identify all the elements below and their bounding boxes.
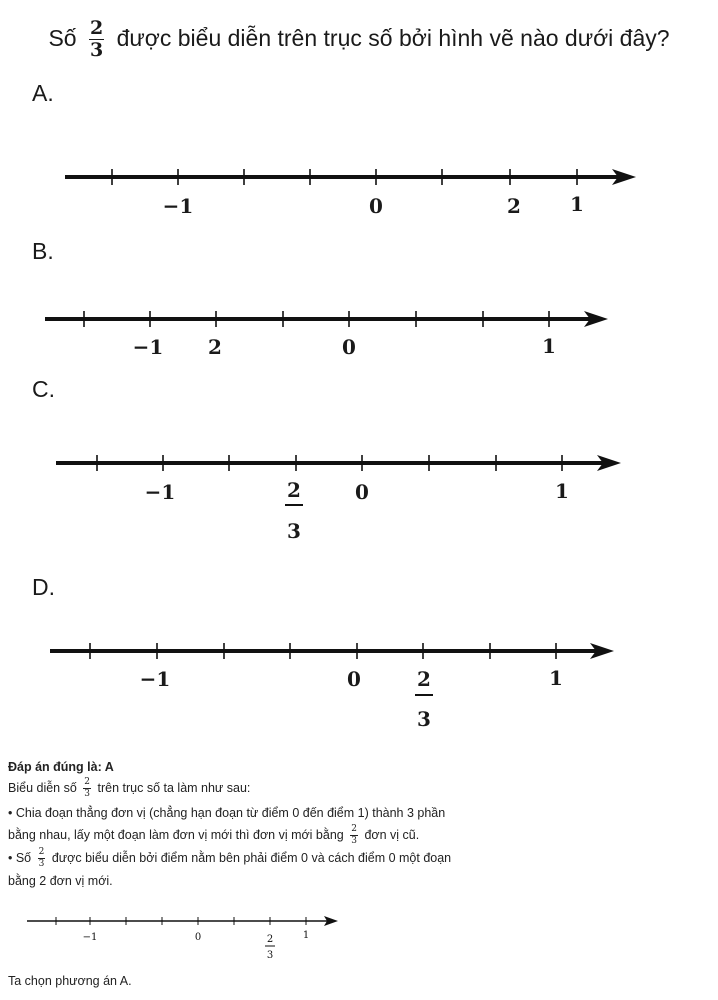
option-b-letter: B. <box>32 238 54 264</box>
bullet1-suffix: đơn vị cũ. <box>364 827 420 842</box>
solution-intro <box>8 778 250 799</box>
fraction-denominator: 3 <box>351 836 357 846</box>
label-minus-one: −1 <box>82 932 98 943</box>
question-text <box>0 14 718 62</box>
label-fraction-denominator: 3 <box>266 950 274 961</box>
intro-prefix: Biểu diễn số <box>8 780 77 795</box>
question-fraction <box>89 19 104 60</box>
option-b-number-line <box>0 292 718 372</box>
fraction-numerator: 2 <box>351 824 357 834</box>
option-d-letter: D. <box>32 574 55 600</box>
label-fraction-numerator: 2 <box>417 667 431 691</box>
label-zero: 0 <box>355 480 369 504</box>
solution-bullet-1-line-1: • Chia đoạn thẳng đơn vị (chẳng hạn đoạn từ điểm 0 đến điểm 1) thành 3 phần <box>8 806 446 820</box>
label-fraction-denominator: 3 <box>287 519 301 543</box>
intro-suffix: trên trục số ta làm như sau: <box>97 780 251 795</box>
option-a-number-line <box>0 150 718 230</box>
label-fraction-numerator: 2 <box>266 934 274 945</box>
label-minus-one: −1 <box>162 194 194 218</box>
answer-heading: Đáp án đúng là: A <box>8 760 114 774</box>
label-minus-one: −1 <box>139 667 171 691</box>
label-one: 1 <box>549 666 563 690</box>
solution-bullet-1-line-2 <box>8 825 419 846</box>
label-one: 1 <box>570 192 584 216</box>
label-one: 1 <box>542 334 556 358</box>
label-minus-one: −1 <box>144 480 176 504</box>
label-zero: 0 <box>342 335 356 359</box>
label-one: 1 <box>555 479 569 503</box>
solution-bullet-2-line-1 <box>8 848 451 869</box>
solution-bullet-2-line-2: bằng 2 đơn vị mới. <box>8 874 113 888</box>
solution-number-line <box>0 905 360 975</box>
fraction-numerator: 2 <box>89 17 104 40</box>
intro-fraction <box>83 778 91 799</box>
bullet1-fraction <box>350 825 358 846</box>
label-one: 1 <box>302 930 310 941</box>
label-two: 2 <box>507 194 521 218</box>
label-fraction-numerator: 2 <box>287 478 301 502</box>
label-fraction-denominator: 3 <box>417 707 431 731</box>
label-two: 2 <box>208 335 222 359</box>
label-zero: 0 <box>194 932 202 943</box>
option-a-letter: A. <box>32 80 54 106</box>
bullet2-fraction <box>38 848 46 869</box>
bullet1-prefix: bằng nhau, lấy một đoạn làm đơn vị mới thì đơn vị mới bằng <box>8 827 344 842</box>
fraction-numerator: 2 <box>84 777 91 787</box>
fraction-denominator: 3 <box>89 39 104 62</box>
bullet2-suffix: được biểu diễn bởi điểm nằm bên phải điểm 0 và cách điểm 0 một đoạn <box>51 850 452 865</box>
fraction-denominator: 3 <box>84 789 91 799</box>
label-zero: 0 <box>347 667 361 691</box>
fraction-denominator: 3 <box>38 859 45 869</box>
option-d-number-line <box>0 624 718 739</box>
solution-conclusion: Ta chọn phương án A. <box>8 974 132 988</box>
question-suffix: được biểu diễn trên trục số bởi hình vẽ nào dưới đây? <box>116 25 670 51</box>
option-c-letter: C. <box>32 376 55 402</box>
label-minus-one: −1 <box>132 335 164 359</box>
fraction-numerator: 2 <box>38 847 45 857</box>
bullet2-prefix: • Số <box>8 850 32 865</box>
label-zero: 0 <box>369 194 383 218</box>
question-prefix: Số <box>48 25 77 51</box>
option-c-number-line <box>0 436 718 551</box>
